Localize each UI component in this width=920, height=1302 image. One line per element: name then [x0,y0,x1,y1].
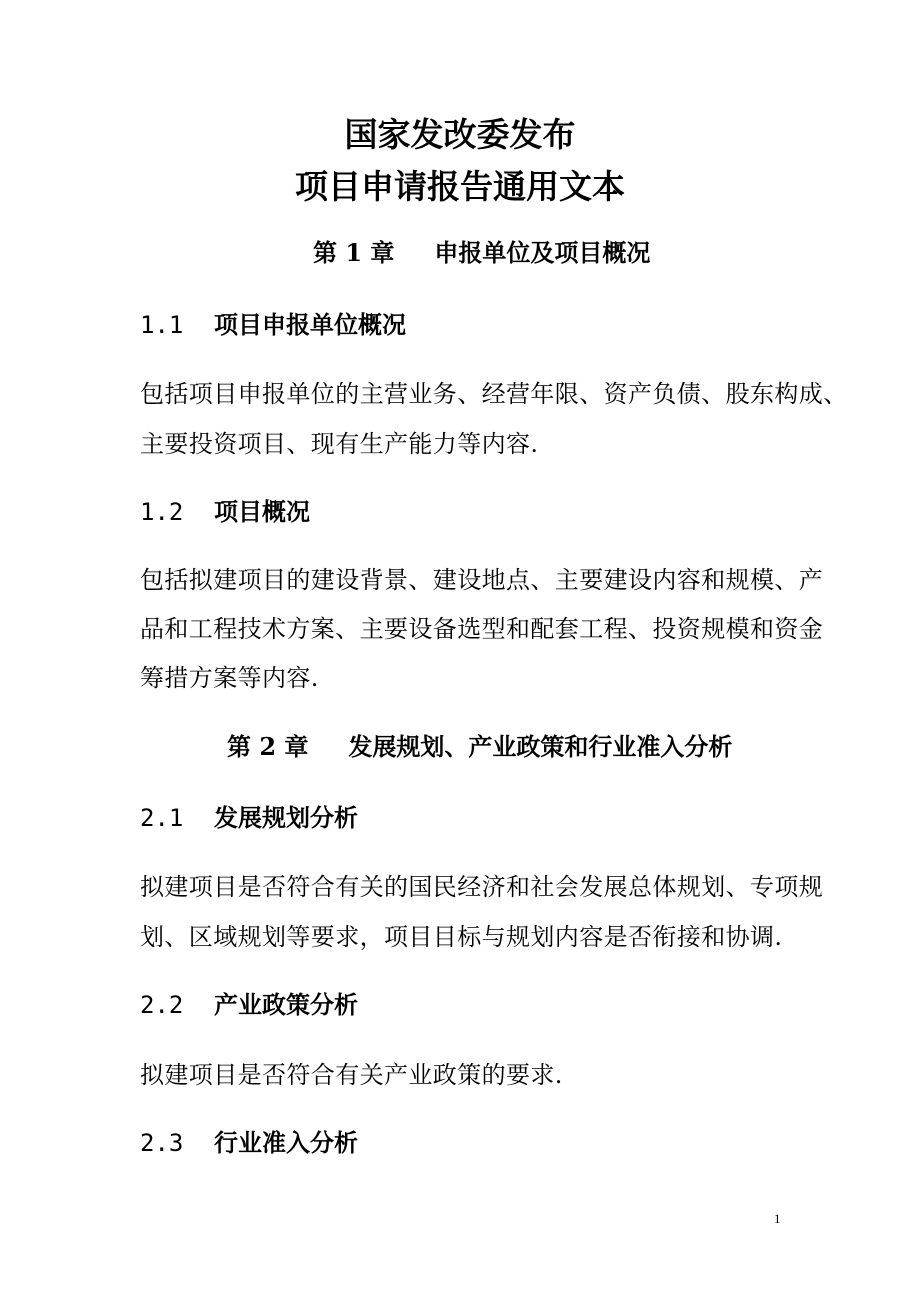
section-1-2-paragraph-line: 品和工程技术方案、主要设备选型和配套工程、投资规模和资金 [140,615,824,643]
section-2-1-heading [140,803,358,832]
section-1-2-paragraph-line: 筹措方案等内容. [140,664,319,692]
section-2-2-paragraph-line: 拟建项目是否符合有关产业政策的要求. [140,1061,563,1089]
document-title-line-1: 国家发改委发布 [344,115,576,154]
chapter-1-title: 申报单位及项目概况 [434,238,651,267]
section-2-2-heading [140,990,358,1019]
section-1-1-number: 1.1 [140,311,184,339]
section-1-2-heading [140,497,310,526]
section-2-3-heading [140,1128,358,1157]
section-1-1-heading [140,310,406,339]
section-2-2-title: 产业政策分析 [214,990,358,1019]
chapter-2-number: 第 2 章 [227,732,309,761]
section-2-1-paragraph-line: 拟建项目是否符合有关的国民经济和社会发展总体规划、专项规 [140,873,824,901]
section-1-2-paragraph-line: 包括拟建项目的建设背景、建设地点、主要建设内容和规模、产 [140,566,824,594]
section-2-3-title: 行业准入分析 [214,1128,358,1157]
section-1-2-number: 1.2 [140,498,184,526]
section-1-1-title: 项目申报单位概况 [214,310,406,339]
section-2-1-title: 发展规划分析 [214,803,358,832]
section-1-2-title: 项目概况 [214,497,310,526]
chapter-2-title: 发展规划、产业政策和行业准入分析 [348,732,733,761]
chapter-2-heading [227,732,733,761]
document-title-line-2: 项目申请报告通用文本 [295,167,625,206]
chapter-1-heading [313,238,651,267]
section-1-1-paragraph-line: 主要投资项目、现有生产能力等内容. [140,430,539,458]
section-2-3-number: 2.3 [140,1129,184,1157]
page-number: 1 [774,1211,781,1226]
section-2-2-number: 2.2 [140,991,184,1019]
section-1-1-paragraph-line: 包括项目申报单位的主营业务、经营年限、资产负债、股东构成、 [140,380,848,408]
section-2-1-number: 2.1 [140,804,184,832]
section-2-1-paragraph-line: 划、区域规划等要求，项目目标与规划内容是否衔接和协调. [140,923,783,951]
chapter-1-number: 第 1 章 [313,238,395,267]
